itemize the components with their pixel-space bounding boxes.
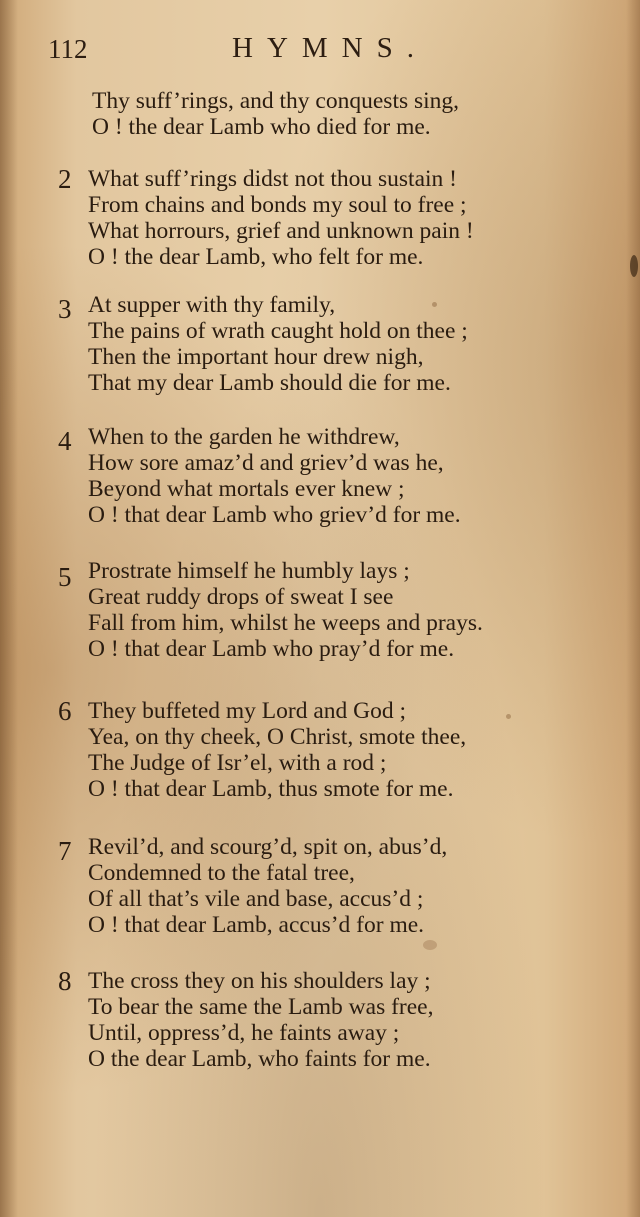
hymn-line: From chains and bonds my soul to free ; (88, 192, 467, 218)
page-header (0, 30, 640, 70)
verse-number: 6 (58, 696, 72, 726)
foxing-spot (432, 302, 437, 307)
foxing-spot (630, 255, 638, 277)
hymn-line: What horrours, grief and unknown pain ! (88, 218, 474, 244)
hymn-line: O the dear Lamb, who faints for me. (88, 1046, 431, 1072)
verse-number: 5 (58, 562, 72, 592)
hymn-line: That my dear Lamb should die for me. (88, 370, 451, 396)
hymn-line: To bear the same the Lamb was free, (88, 994, 434, 1020)
hymn-line: Fall from him, whilst he weeps and prays. (88, 610, 483, 636)
hymn-line: What suff’rings didst not thou sustain ! (88, 166, 458, 192)
hymn-line: O ! the dear Lamb, who felt for me. (88, 244, 424, 270)
hymn-line: Prostrate himself he humbly lays ; (88, 558, 410, 584)
page-edge-shadow (626, 0, 640, 1217)
hymn-line: Beyond what mortals ever knew ; (88, 476, 405, 502)
hymn-line: The pains of wrath caught hold on thee ; (88, 318, 468, 344)
hymn-line: Condemned to the fatal tree, (88, 860, 355, 886)
spine-shadow (0, 0, 18, 1217)
foxing-spot (506, 714, 511, 719)
hymn-line: O ! the dear Lamb who died for me. (92, 114, 431, 140)
page-number: 112 (48, 34, 88, 64)
running-title: HYMNS. (232, 32, 428, 64)
hymn-line: When to the garden he withdrew, (88, 424, 400, 450)
hymn-line: O ! that dear Lamb, accus’d for me. (88, 912, 425, 938)
hymn-line: O ! that dear Lamb who pray’d for me. (88, 636, 455, 662)
hymn-line: Yea, on thy cheek, O Christ, smote thee, (88, 724, 467, 750)
hymn-line: They buffeted my Lord and God ; (88, 698, 407, 724)
hymn-line: Of all that’s vile and base, accus’d ; (88, 886, 424, 912)
hymn-line: Thy suff’rings, and thy conquests sing, (92, 88, 460, 114)
hymn-line: O ! that dear Lamb who griev’d for me. (88, 502, 461, 528)
verse-number: 8 (58, 966, 72, 996)
hymn-line: The Judge of Isr’el, with a rod ; (88, 750, 387, 776)
verse-number: 7 (58, 836, 72, 866)
hymn-line: O ! that dear Lamb, thus smote for me. (88, 776, 454, 802)
hymn-line: Revil’d, and scourg’d, spit on, abus’d, (88, 834, 448, 860)
verse-number: 3 (58, 294, 72, 324)
hymn-line: Great ruddy drops of sweat I see (88, 584, 394, 610)
hymn-line: Until, oppress’d, he faints away ; (88, 1020, 400, 1046)
verse-number: 2 (58, 164, 72, 194)
hymn-line: At supper with thy family, (88, 292, 336, 318)
foxing-spot (423, 940, 437, 950)
hymn-line: Then the important hour drew nigh, (88, 344, 424, 370)
verse-number: 4 (58, 426, 72, 456)
hymn-line: How sore amaz’d and griev’d was he, (88, 450, 444, 476)
hymn-line: The cross they on his shoulders lay ; (88, 968, 431, 994)
